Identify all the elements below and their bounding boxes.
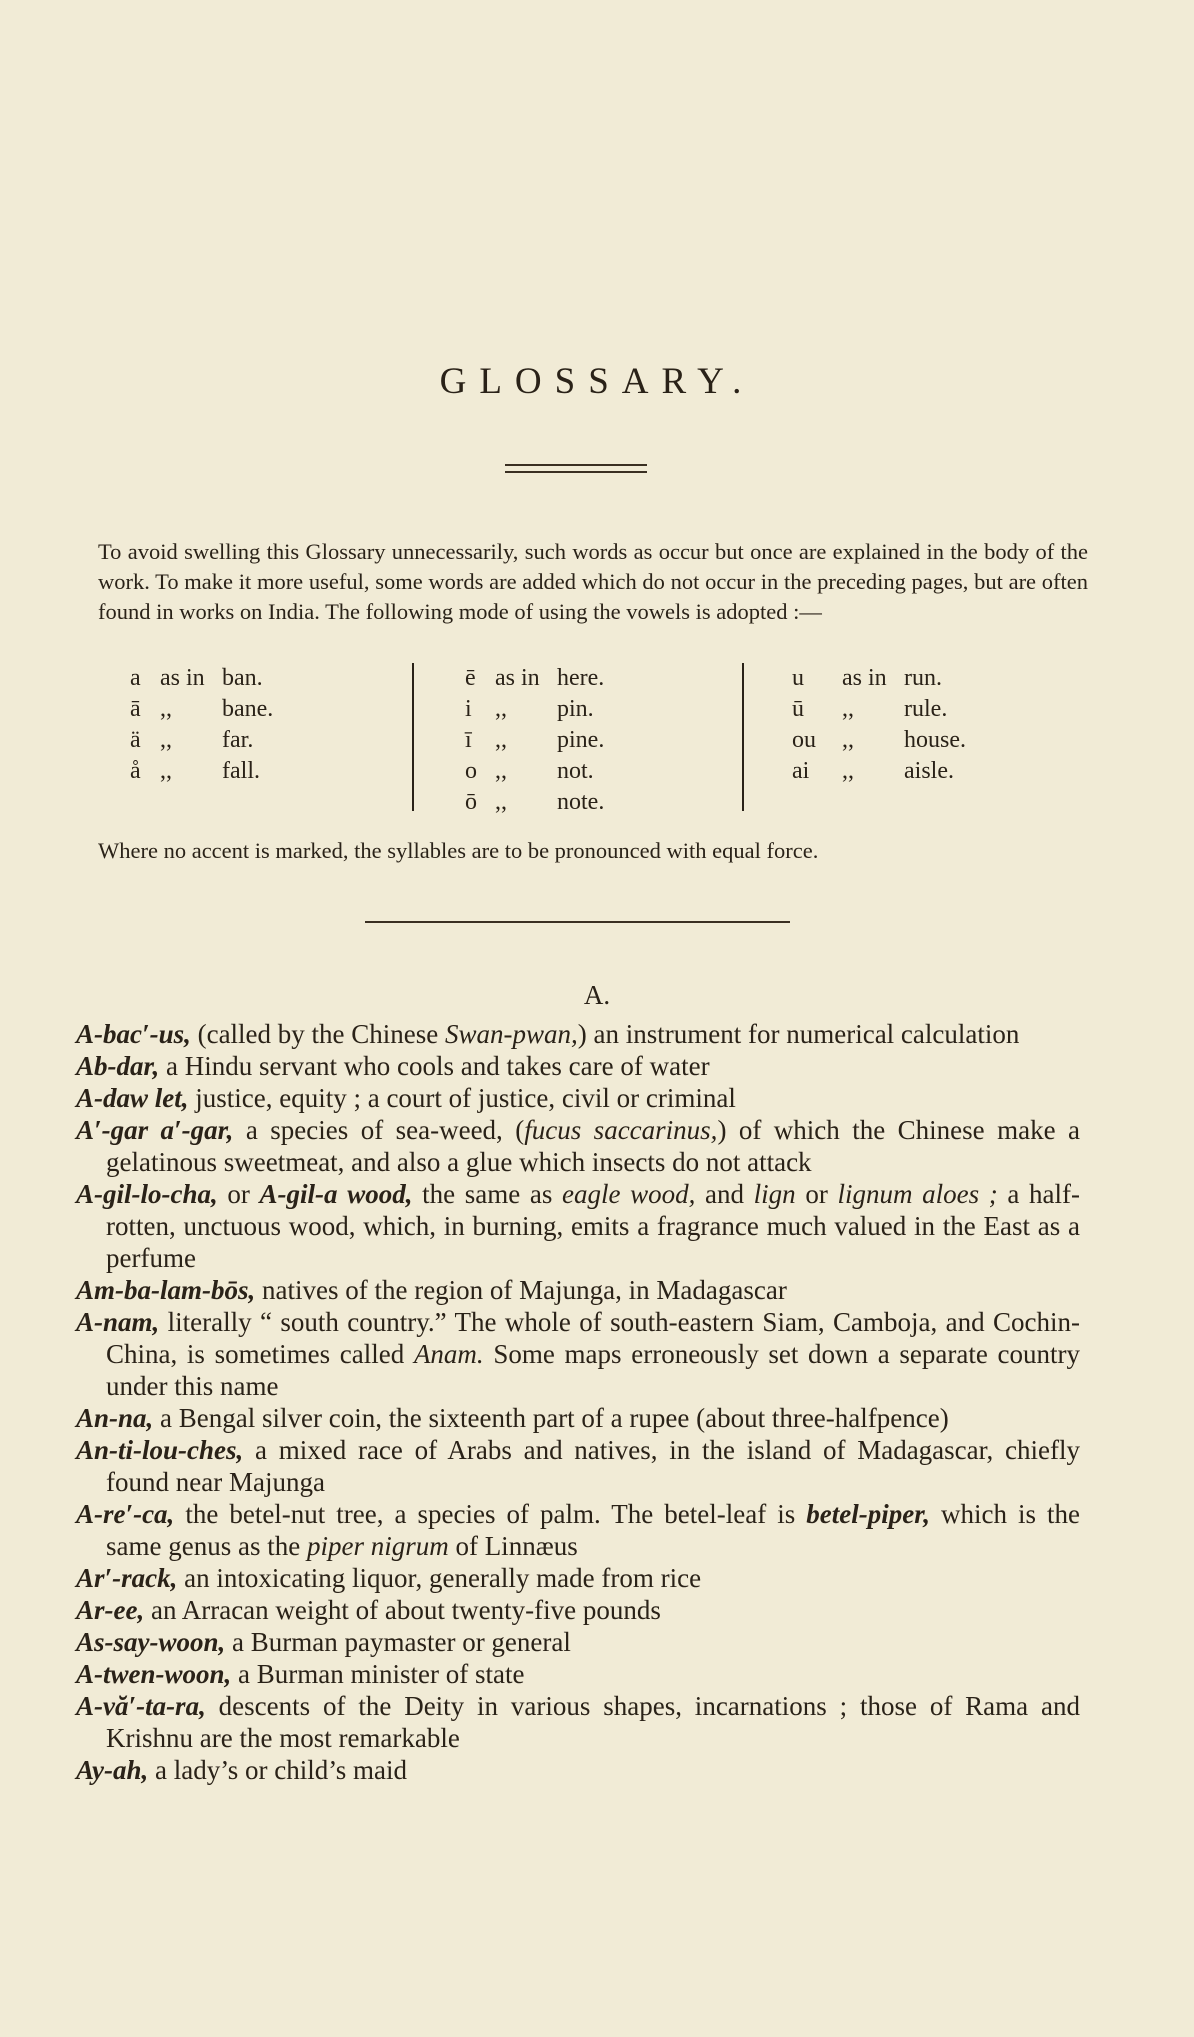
vowel-as-in: ,, <box>160 727 172 753</box>
definition-text: Some maps erroneously set down a separate country under this name <box>106 1339 1080 1401</box>
definition-text: a Hindu servant who cools and takes care of water <box>159 1051 710 1081</box>
vowel-symbol: ī <box>465 727 472 753</box>
vowel-symbol: ē <box>465 665 476 691</box>
vowel-symbol: i <box>465 696 472 722</box>
vowel-example: note. <box>557 789 605 815</box>
vowel-table <box>130 663 1060 818</box>
glossary-entry <box>76 1274 1080 1306</box>
vowel-symbol: o <box>465 758 477 784</box>
glossary-entry <box>76 1594 1080 1626</box>
definition-text: ) an instrument for numerical calculation <box>577 1019 1020 1049</box>
vowel-example: far. <box>222 727 254 753</box>
vowel-column <box>130 663 362 787</box>
definition-text: literally “ south country.” The whole of south-eastern Siam, Camboja, and Cochin-China, is sometimes called <box>106 1307 1080 1369</box>
italic-text: piper nigrum <box>306 1531 449 1561</box>
glossary-term: A-twen-woon, <box>76 1659 232 1689</box>
glossary-entry <box>76 1498 1080 1562</box>
definition-text: natives of the region of Majunga, in Madagascar <box>255 1275 787 1305</box>
vowel-row <box>465 787 697 818</box>
definition-text: a lady’s or child’s maid <box>148 1755 407 1785</box>
glossary-term: A′-gar a′-gar, <box>76 1115 234 1145</box>
vowel-symbol: ō <box>465 789 477 815</box>
definition-text: descents of the Deity in various shapes, incarnations ; those of Rama and Krishnu are the most remarkable <box>106 1691 1080 1753</box>
vowel-as-in: ,, <box>842 727 854 753</box>
vowel-symbol: å <box>130 758 141 784</box>
vowel-as-in: as in <box>495 665 540 691</box>
definition-text: and <box>695 1179 754 1209</box>
vowel-column <box>792 663 1044 787</box>
vowel-row <box>792 694 1044 725</box>
vowel-example: fall. <box>222 758 260 784</box>
definition-text: the betel-nut tree, a species of palm. The betel-leaf is <box>174 1499 807 1529</box>
glossary-entry <box>76 1562 1080 1594</box>
vowel-row <box>465 694 697 725</box>
definition-text: a half-rotten, unctuous wood, which, in burning, emits a fragrance much valued in the East as a perfume <box>106 1179 1080 1273</box>
vowel-symbol: ä <box>130 727 141 753</box>
glossary-entry <box>76 1306 1080 1402</box>
vowel-as-in: ,, <box>160 696 172 722</box>
definition-text: an Arracan weight of about twenty-five pounds <box>144 1595 661 1625</box>
vowel-row <box>792 663 1044 694</box>
glossary-entry <box>76 1690 1080 1754</box>
vowel-row <box>130 756 362 787</box>
glossary-entry <box>76 1658 1080 1690</box>
intro-paragraph: To avoid swelling this Glossary unnecessarily, such words as occur but once are explained in the body of the work. To make it more useful, some words are added which do not occur in the preceding pages, but are often found in works on India. The following mode of using the vowels is adopted :— <box>98 539 1088 624</box>
vowel-as-in: ,, <box>495 696 507 722</box>
glossary-term: A-nam, <box>76 1307 160 1337</box>
glossary-entry <box>76 1050 1080 1082</box>
glossary-term: A-vă′-ta-ra, <box>76 1691 206 1721</box>
glossary-term: Ay-ah, <box>76 1755 149 1785</box>
vowel-row <box>130 663 362 694</box>
glossary-term: A-gil-lo-cha, <box>76 1179 218 1209</box>
definition-text: of Linnæus <box>448 1531 578 1561</box>
definition-text: which is the same genus as the <box>106 1499 1080 1561</box>
glossary-entry <box>76 1114 1080 1178</box>
vowel-symbol: ā <box>130 696 141 722</box>
glossary-entry <box>76 1402 1080 1434</box>
column-divider <box>412 663 414 811</box>
section-divider <box>365 921 790 923</box>
section-heading: A. <box>583 980 611 1010</box>
vowel-example: pine. <box>557 727 605 753</box>
vowel-example: run. <box>904 665 942 691</box>
vowel-row <box>465 756 697 787</box>
italic-text: lignum aloes ; <box>837 1179 998 1209</box>
definition-text: a Burman minister of state <box>231 1659 525 1689</box>
glossary-term: A-bac′-us, <box>76 1019 191 1049</box>
double-rule-divider <box>505 464 647 478</box>
vowel-column <box>465 663 697 818</box>
vowel-example: not. <box>557 758 594 784</box>
italic-text: Anam. <box>413 1339 484 1369</box>
vowel-symbol: ou <box>792 727 816 753</box>
vowel-row <box>792 725 1044 756</box>
vowel-symbol: ai <box>792 758 810 784</box>
vowel-as-in: ,, <box>842 696 854 722</box>
vowel-row <box>130 725 362 756</box>
glossary-entry <box>76 1082 1080 1114</box>
glossary-entry <box>76 1754 1080 1786</box>
glossary-term: An-ti-lou-ches, <box>76 1435 244 1465</box>
glossary-term: A-re′-ca, <box>76 1499 175 1529</box>
definition-text: a Bengal silver coin, the sixteenth part of a rupee (about three-halfpence) <box>153 1403 949 1433</box>
vowel-as-in: ,, <box>842 758 854 784</box>
vowel-example: ban. <box>222 665 263 691</box>
glossary-term: An-na, <box>76 1403 154 1433</box>
definition-text: ) of which the Chinese make a gelatinous sweetmeat, and also a glue which insects do not attack <box>106 1115 1080 1177</box>
glossary-term: betel-piper, <box>806 1499 930 1529</box>
vowel-row <box>465 725 697 756</box>
glossary-entry <box>76 1018 1080 1050</box>
vowel-symbol: a <box>130 665 141 691</box>
italic-text: Swan-pwan, <box>445 1019 578 1049</box>
vowel-symbol: ū <box>792 696 804 722</box>
definition-text: a Burman paymaster or general <box>225 1627 571 1657</box>
glossary-term: A-daw let, <box>76 1083 189 1113</box>
italic-text: lign <box>753 1179 796 1209</box>
vowel-symbol: u <box>792 665 804 691</box>
vowel-as-in: ,, <box>495 789 507 815</box>
glossary-entry <box>76 1434 1080 1498</box>
vowel-as-in: as in <box>160 665 205 691</box>
vowel-example: aisle. <box>904 758 954 784</box>
definition-text: a mixed race of Arabs and natives, in the island of Madagascar, chiefly found near Majunga <box>106 1435 1080 1497</box>
glossary-term: Ar′-rack, <box>76 1563 178 1593</box>
vowel-row <box>130 694 362 725</box>
glossary-entry <box>76 1178 1080 1274</box>
column-divider <box>742 663 744 811</box>
definition-text: justice, equity ; a court of justice, civil or criminal <box>188 1083 736 1113</box>
glossary-term: A-gil-a wood, <box>259 1179 413 1209</box>
definition-text: an intoxicating liquor, generally made from rice <box>177 1563 702 1593</box>
vowel-row <box>792 756 1044 787</box>
glossary-entry <box>76 1626 1080 1658</box>
vowel-row <box>465 663 697 694</box>
vowel-example: bane. <box>222 696 274 722</box>
definition-text: the same as <box>412 1179 562 1209</box>
definition-text: (called by the Chinese <box>190 1019 446 1049</box>
italic-text: eagle wood, <box>562 1179 696 1209</box>
glossary-term: Ar-ee, <box>76 1595 145 1625</box>
page-title: GLOSSARY. <box>439 361 755 402</box>
vowel-example: pin. <box>557 696 594 722</box>
vowel-as-in: ,, <box>495 727 507 753</box>
glossary-term: As-say-woon, <box>76 1627 226 1657</box>
vowel-as-in: ,, <box>495 758 507 784</box>
vowel-example: rule. <box>904 696 948 722</box>
glossary-entries <box>76 1018 1080 1786</box>
vowel-example: here. <box>557 665 605 691</box>
vowel-as-in: ,, <box>160 758 172 784</box>
glossary-term: Am-ba-lam-bōs, <box>76 1275 256 1305</box>
italic-text: fucus saccarinus, <box>524 1115 718 1145</box>
definition-text: or <box>795 1179 838 1209</box>
accent-note: Where no accent is marked, the syllables are to be pronounced with equal force. <box>98 838 819 863</box>
definition-text: or <box>217 1179 260 1209</box>
glossary-term: Ab-dar, <box>76 1051 160 1081</box>
vowel-as-in: as in <box>842 665 887 691</box>
vowel-example: house. <box>904 727 966 753</box>
definition-text: a species of sea-weed, ( <box>233 1115 525 1145</box>
